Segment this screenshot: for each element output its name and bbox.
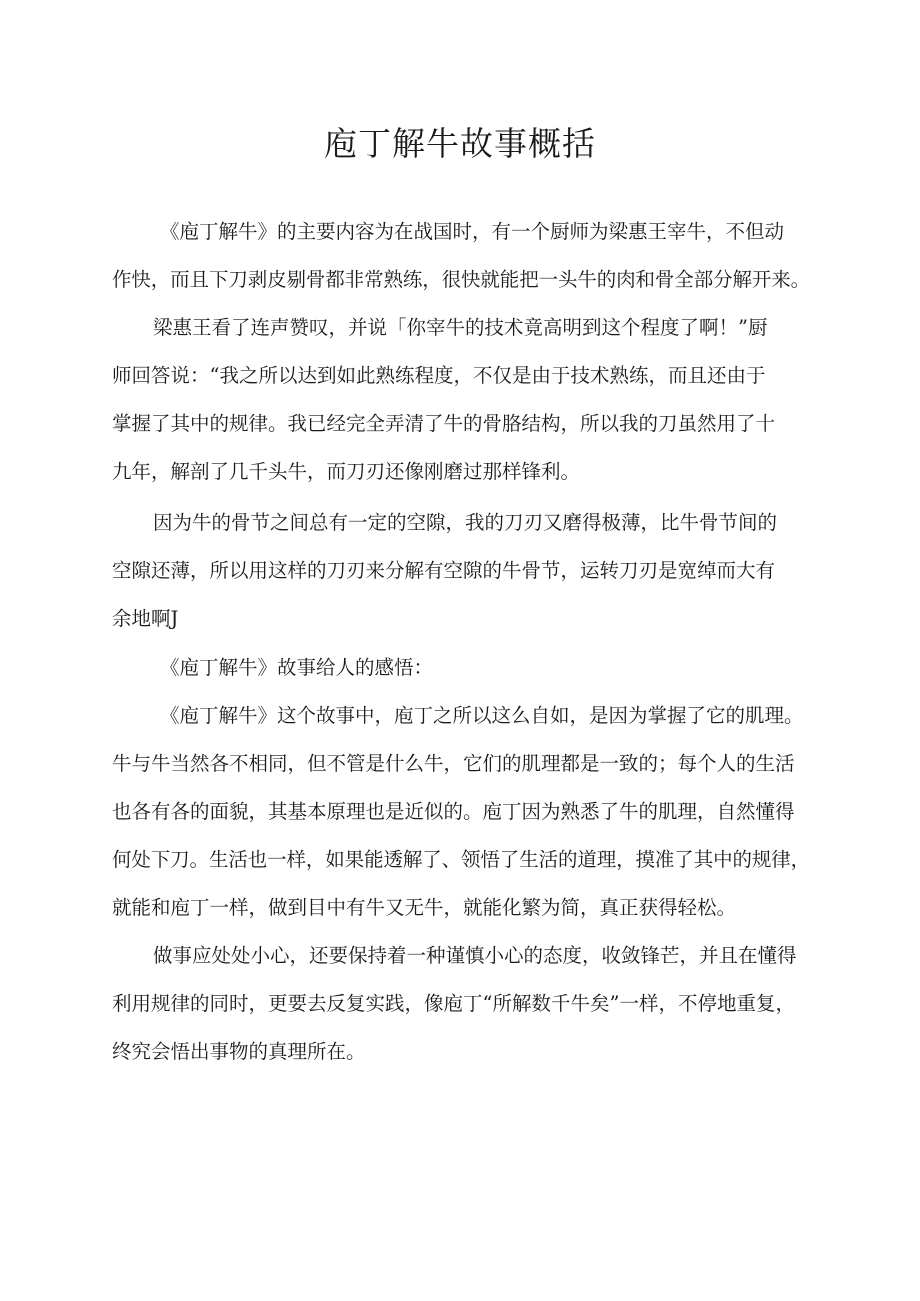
paragraph-line: 终究会悟出事物的真理所在。 xyxy=(112,1040,366,1063)
paragraph-line: 就能和庖丁一样，做到目中有牛又无牛，就能化繁为简，真正获得轻松。 xyxy=(112,896,737,919)
paragraph-line: 因为牛的骨节之间总有一定的空隙，我的刀刃又磨得极薄，比牛骨节间的 xyxy=(153,511,778,534)
paragraph-line: 空隙还薄，所以用这样的刀刃来分解有空隙的牛骨节，运转刀刃是宽绰而大有 xyxy=(112,559,776,582)
paragraph-line: 何处下刀。生活也一样，如果能透解了、领悟了生活的道理，摸准了其中的规律， xyxy=(112,848,811,871)
paragraph-line: 余地啊J xyxy=(112,607,179,630)
paragraph-line: 利用规律的同时，更要去反复实践，像庖丁“所解数千牛矣”一样，不停地重复， xyxy=(112,992,795,1015)
paragraph-line: 《庖丁解牛》的主要内容为在战国时，有一个厨师为梁惠王宰牛，不但动 xyxy=(160,220,785,243)
paragraph-line: 九年，解剖了几千头牛，而刀刃还像刚磨过那样锋利。 xyxy=(112,460,581,483)
paragraph-line: 牛与牛当然各不相同，但不管是什么牛，它们的肌理都是一致的；每个人的生活 xyxy=(112,752,795,775)
paragraph-line: 《庖丁解牛》这个故事中，庖丁之所以这么自如，是因为掌握了它的肌理。 xyxy=(160,704,804,727)
paragraph-line: 作快，而且下刀剥皮剔骨都非常熟练，很快就能把一头牛的肉和骨全部分解开来。 xyxy=(112,268,811,291)
document-title: 庖丁解牛故事概括 xyxy=(324,124,596,163)
paragraph-line: 掌握了其中的规律。我已经完全弄清了牛的骨胳结构，所以我的刀虽然用了十 xyxy=(112,412,776,435)
paragraph-line: 师回答说：“我之所以达到如此熟练程度，不仅是由于技术熟练，而且还由于 xyxy=(112,364,766,387)
paragraph-line: 《庖丁解牛》故事给人的感悟： xyxy=(160,656,434,679)
paragraph-line: 做事应处处小心，还要保持着一种谨慎小心的态度，收敛锋芒，并且在懂得 xyxy=(153,944,797,967)
paragraph-line: 也各有各的面貌，其基本原理也是近似的。庖丁因为熟悉了牛的肌理，自然懂得 xyxy=(112,800,795,823)
paragraph-line: 梁惠王看了连声赞叹，并说「你宰牛的技术竟高明到这个程度了啊！”厨 xyxy=(153,316,768,339)
